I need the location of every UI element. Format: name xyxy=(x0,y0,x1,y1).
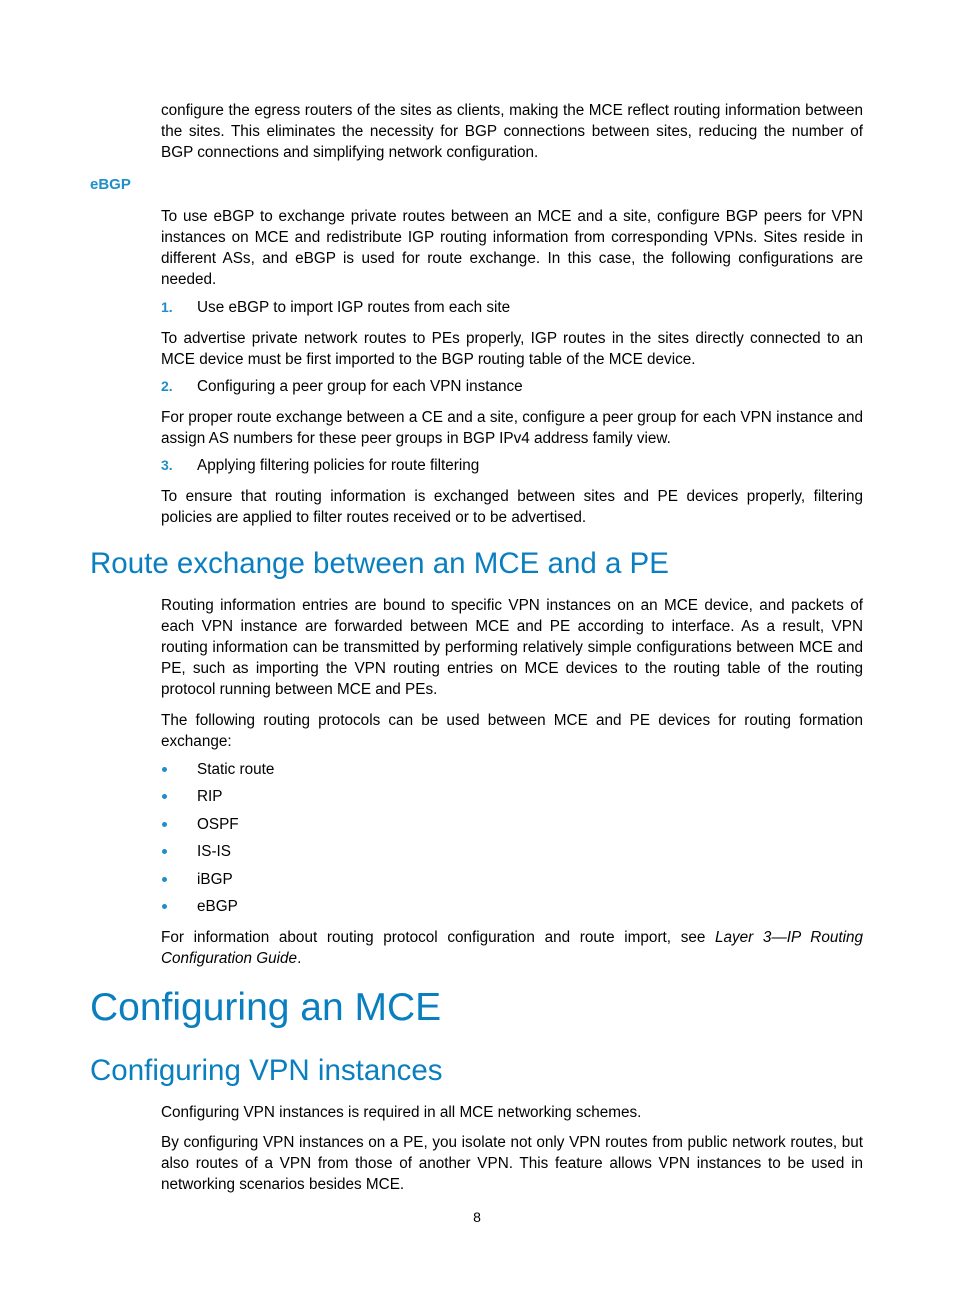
bullet-icon xyxy=(162,767,167,772)
step-1-description: To advertise private network routes to PEs properly, IGP routes in the sites directly connected to an MCE device must be first imported to the BGP routing table of the MCE device. xyxy=(161,330,863,368)
vpn-paragraph-2: By configuring VPN instances on a PE, you isolate not only VPN routes from public network routes, but also routes of a VPN from those of another VPN. This feature allows VPN instances to be used in networking scenarios besides MCE. xyxy=(161,1134,863,1193)
bullet-icon xyxy=(162,794,167,799)
configuring-vpn-instances-heading: Configuring VPN instances xyxy=(90,1054,443,1087)
protocol-name: eBGP xyxy=(197,898,238,915)
config-guide-reference: Layer 3—IP Routing Configuration Guide xyxy=(161,929,863,967)
bullet-icon xyxy=(162,904,167,909)
route-exchange-paragraph-2: The following routing protocols can be used between MCE and PE devices for routing formation exchange: xyxy=(161,712,863,750)
intro-continuation-paragraph: configure the egress routers of the sites as clients, making the MCE reflect routing information between the sites. This eliminates the necessity for BGP connections between sites, reducing the number of BGP connections and simplifying network configuration. xyxy=(161,102,863,161)
step-number: 1. xyxy=(161,299,173,315)
protocol-name: IS-IS xyxy=(197,843,231,860)
protocol-name: RIP xyxy=(197,788,223,805)
ebgp-intro-paragraph: To use eBGP to exchange private routes between an MCE and a site, configure BGP peers for VPN instances on MCE and redistribute IGP routing information from corresponding VPNs. Sites reside in different ASs, and eBGP is used for route exchange. In this case, the following configurations are needed. xyxy=(161,208,863,288)
protocol-name: iBGP xyxy=(197,871,233,888)
bullet-icon xyxy=(162,877,167,882)
bullet-icon xyxy=(162,822,167,827)
info-reference-paragraph xyxy=(161,927,863,969)
configuring-mce-heading: Configuring an MCE xyxy=(90,986,442,1029)
step-2-description: For proper route exchange between a CE and a site, configure a peer group for each VPN instance and assign AS numbers for these peer groups in BGP IPv4 address family view. xyxy=(161,409,863,447)
step-label: Use eBGP to import IGP routes from each site xyxy=(197,299,511,316)
info-prefix-text: For information about routing protocol configuration and route import, see xyxy=(161,929,716,946)
vpn-paragraph-1: Configuring VPN instances is required in all MCE networking schemes. xyxy=(161,1104,642,1121)
step-number: 2. xyxy=(161,378,173,394)
step-number: 3. xyxy=(161,457,173,473)
ebgp-subheading: eBGP xyxy=(90,176,131,193)
protocol-name: OSPF xyxy=(197,816,239,833)
route-exchange-heading: Route exchange between an MCE and a PE xyxy=(90,547,669,580)
step-3-description: To ensure that routing information is exchanged between sites and PE devices properly, filtering policies are applied to filter routes received or to be advertised. xyxy=(161,488,863,526)
route-exchange-paragraph-1: Routing information entries are bound to specific VPN instances on an MCE device, and packets of each VPN instance are forwarded between MCE and PE according to interface. As a result, VPN routing information can be transmitted by performing relatively simple configurations between MCE and PE, such as importing the VPN routing entries on MCE devices to the routing table of the routing protocol running between MCE and PEs. xyxy=(161,597,863,698)
info-suffix-text: . xyxy=(297,950,302,967)
step-label: Applying filtering policies for route filtering xyxy=(197,457,480,474)
page-number: 8 xyxy=(473,1209,481,1225)
step-label: Configuring a peer group for each VPN instance xyxy=(197,378,523,395)
bullet-icon xyxy=(162,849,167,854)
protocol-name: Static route xyxy=(197,761,275,778)
